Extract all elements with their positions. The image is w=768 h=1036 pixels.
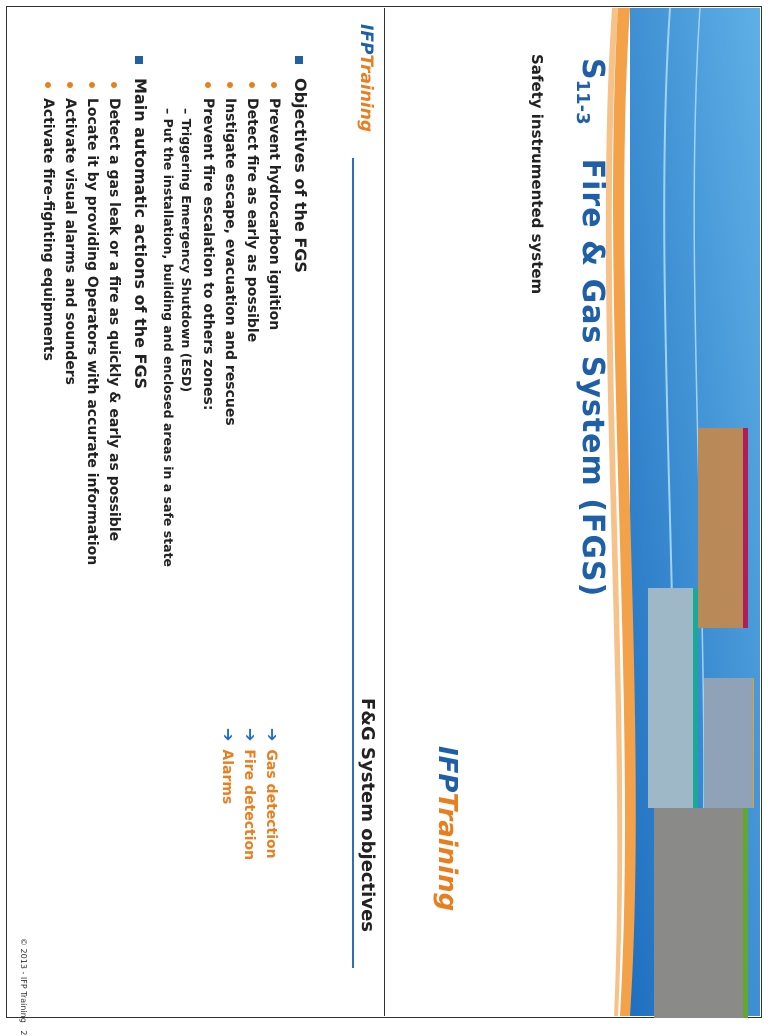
list-item: Activate fire-fighting equipments bbox=[40, 82, 56, 361]
ifp-training-logo: IFPTraining bbox=[432, 746, 462, 912]
orange-dot-icon bbox=[111, 82, 117, 88]
title-slide bbox=[386, 8, 760, 1016]
section-heading: Main automatic actions of the FGS bbox=[131, 78, 150, 390]
slide-title bbox=[572, 58, 610, 598]
section-heading: Objectives of the FGS bbox=[291, 78, 310, 273]
industrial-photos bbox=[634, 428, 754, 1018]
sub-list-item: – Put the installation, building and enclosed areas in a safe state bbox=[161, 108, 176, 568]
ifp-training-logo-small: IFPTraining bbox=[356, 24, 376, 133]
orange-dot-icon bbox=[227, 82, 233, 88]
slide-title: F&G System objectives bbox=[357, 698, 378, 933]
list-item: Detect fire as early as possible bbox=[244, 82, 260, 342]
orange-dot-icon bbox=[205, 82, 211, 88]
orange-dot-icon bbox=[89, 82, 95, 88]
title-prefix: S bbox=[575, 58, 610, 80]
list-item: Locate it by providing Operators with accurate information bbox=[84, 82, 100, 565]
orange-dot-icon bbox=[67, 82, 73, 88]
content-slide bbox=[8, 8, 382, 1036]
list-item: Detect a gas leak or a fire as quickly & early as possible bbox=[106, 82, 122, 541]
orange-dot-icon bbox=[45, 82, 51, 88]
sub-list-item: – Triggering Emergency Shutdown (ESD) bbox=[179, 108, 194, 393]
square-bullet-icon bbox=[136, 56, 144, 64]
orange-dot-icon bbox=[249, 82, 255, 88]
subtitle: Safety instrumented system bbox=[528, 54, 546, 295]
orange-dot-icon bbox=[271, 82, 277, 88]
section-automatic-actions bbox=[131, 56, 150, 389]
list-item: Prevent hydrocarbon ignition bbox=[266, 82, 282, 330]
page-number: 2 bbox=[19, 1030, 28, 1036]
title-number: 11-3 bbox=[572, 79, 593, 125]
section-objectives bbox=[291, 56, 310, 273]
title-text: Fire & Gas System (FGS) bbox=[575, 158, 610, 598]
footer bbox=[19, 938, 28, 1036]
list-item: Instigate escape, evacuation and rescues bbox=[222, 82, 238, 426]
arrow-item: ➔Fire detection bbox=[241, 728, 260, 861]
slide-divider bbox=[384, 8, 385, 1016]
arrow-right-icon: ➔ bbox=[219, 728, 238, 742]
list-item: Prevent fire escalation to others zones: bbox=[200, 82, 216, 410]
arrow-item: ➔Gas detection bbox=[263, 728, 282, 859]
copyright: © 2013 - IFP Training bbox=[19, 938, 28, 1023]
header-rule bbox=[352, 158, 354, 968]
arrow-right-icon: ➔ bbox=[263, 728, 282, 742]
arrow-right-icon: ➔ bbox=[241, 728, 260, 742]
arrow-item: ➔Alarms bbox=[219, 728, 238, 805]
square-bullet-icon bbox=[296, 56, 304, 64]
list-item: Activate visual alarms and sounders bbox=[62, 82, 78, 385]
